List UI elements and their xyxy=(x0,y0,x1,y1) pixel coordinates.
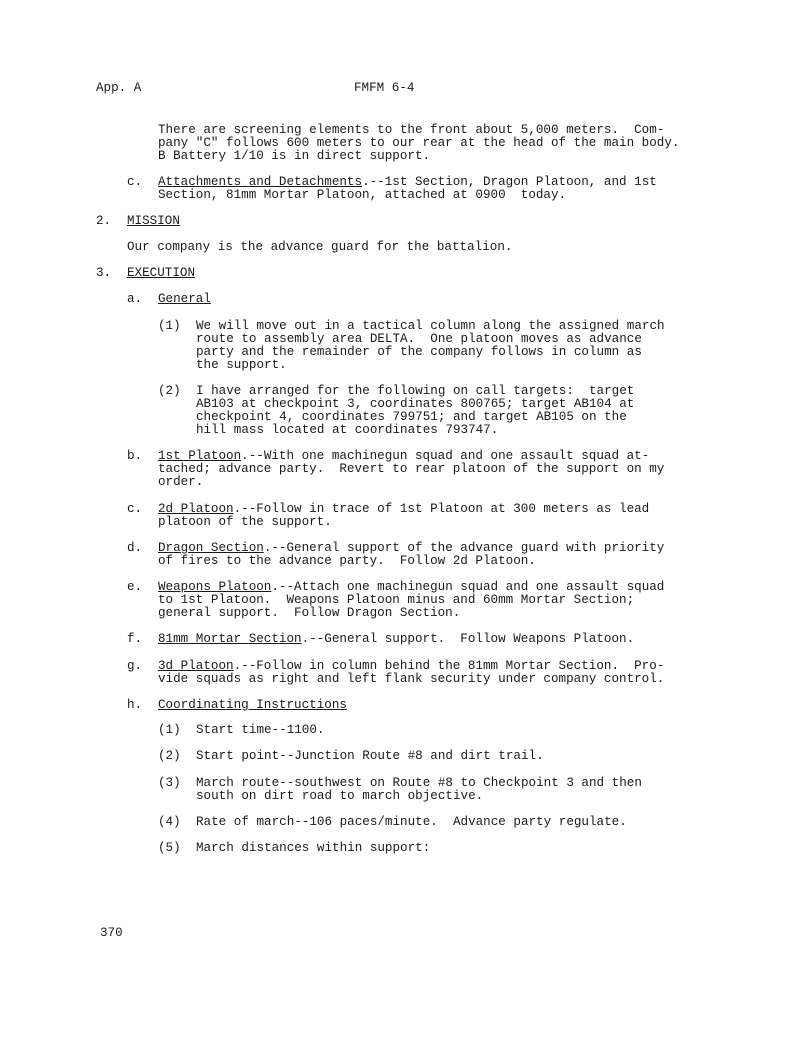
running-header-center: FMFM 6-4 xyxy=(354,81,415,95)
general-item-line: party and the remainder of the company follows in column as xyxy=(196,345,642,359)
page-number: 370 xyxy=(100,926,123,940)
attachments-line-2: Section, 81mm Mortar Platoon, attached at 0900 today. xyxy=(158,188,567,202)
intro-line: B Battery 1/10 is in direct support. xyxy=(158,149,431,163)
unit-title: 2d Platoon xyxy=(158,502,234,516)
unit-line: to 1st Platoon. Weapons Platoon minus and 60mm Mortar Section; xyxy=(158,593,635,607)
unit-title: 1st Platoon xyxy=(158,449,242,463)
unit-line: platoon of the support. xyxy=(158,515,332,529)
intro-line: pany "C" follows 600 meters to our rear at the head of the main body. xyxy=(158,136,680,150)
general-item-line: the support. xyxy=(196,358,287,372)
coordinating-heading: Coordinating Instructions xyxy=(158,698,347,712)
unit-line: tached; advance party. Revert to rear platoon of the support on my xyxy=(158,462,665,476)
unit-title: 3d Platoon xyxy=(158,659,234,673)
mission-heading: MISSION xyxy=(127,214,180,228)
attachments-text: .--1st Section, Dragon Platoon, and 1st xyxy=(362,175,657,189)
attachments-title: Attachments and Detachments xyxy=(158,175,363,189)
unit-line: general support. Follow Dragon Section. xyxy=(158,606,461,620)
unit-line: order. xyxy=(158,475,204,489)
unit-text: .--Attach one machinegun squad and one assault squad xyxy=(271,580,665,594)
paragraph-marker: b. xyxy=(127,449,143,463)
item-number: (4) xyxy=(158,815,181,829)
paragraph-marker: g. xyxy=(127,659,143,673)
paragraph-marker: h. xyxy=(127,698,143,712)
general-item-line: We will move out in a tactical column along the assigned march xyxy=(196,319,665,333)
intro-line: There are screening elements to the front about 5,000 meters. Com- xyxy=(158,123,665,137)
section-number: 2. xyxy=(96,214,112,228)
paragraph-marker: e. xyxy=(127,580,143,594)
general-item-line: route to assembly area DELTA. One platoon moves as advance xyxy=(196,332,642,346)
item-number: (2) xyxy=(158,749,181,763)
unit-title: 81mm Mortar Section xyxy=(158,632,302,646)
general-item-line: I have arranged for the following on call targets: target xyxy=(196,384,635,398)
item-number: (2) xyxy=(158,384,181,398)
execution-heading: EXECUTION xyxy=(127,266,196,280)
paragraph-marker: d. xyxy=(127,541,143,555)
general-item-line: AB103 at checkpoint 3, coordinates 800765; target AB104 at xyxy=(196,397,635,411)
coord-item-line: Start point--Junction Route #8 and dirt trail. xyxy=(196,749,544,763)
item-number: (1) xyxy=(158,319,181,333)
unit-text: .--With one machinegun squad and one assault squad at- xyxy=(241,449,650,463)
unit-line: of fires to the advance party. Follow 2d Platoon. xyxy=(158,554,536,568)
coord-item-line: March distances within support: xyxy=(196,841,431,855)
unit-text: .--Follow in column behind the 81mm Mortar Section. Pro- xyxy=(233,659,665,673)
mission-text: Our company is the advance guard for the battalion. xyxy=(127,240,513,254)
coord-item-line: south on dirt road to march objective. xyxy=(196,789,484,803)
running-header-left: App. A xyxy=(96,81,142,95)
paragraph-marker: a. xyxy=(127,292,143,306)
coord-item-line: March route--southwest on Route #8 to Checkpoint 3 and then xyxy=(196,776,642,790)
item-number: (3) xyxy=(158,776,181,790)
paragraph-marker: c. xyxy=(127,175,143,189)
unit-text: .--Follow in trace of 1st Platoon at 300 meters as lead xyxy=(233,502,650,516)
coord-item-line: Start time--1100. xyxy=(196,723,325,737)
unit-title: Weapons Platoon xyxy=(158,580,272,594)
item-number: (1) xyxy=(158,723,181,737)
unit-line xyxy=(158,633,634,646)
unit-text: .--General support. Follow Weapons Platoon. xyxy=(301,632,635,646)
general-item-line: checkpoint 4, coordinates 799751; and target AB105 on the xyxy=(196,410,627,424)
general-heading: General xyxy=(158,292,211,306)
item-number: (5) xyxy=(158,841,181,855)
paragraph-marker: f. xyxy=(127,632,143,646)
unit-line: vide squads as right and left flank security under company control. xyxy=(158,672,665,686)
section-number: 3. xyxy=(96,266,112,280)
coord-item-line: Rate of march--106 paces/minute. Advance party regulate. xyxy=(196,815,627,829)
unit-text: .--General support of the advance guard with priority xyxy=(263,541,665,555)
general-item-line: hill mass located at coordinates 793747. xyxy=(196,423,499,437)
paragraph-marker: c. xyxy=(127,502,143,516)
unit-title: Dragon Section xyxy=(158,541,264,555)
